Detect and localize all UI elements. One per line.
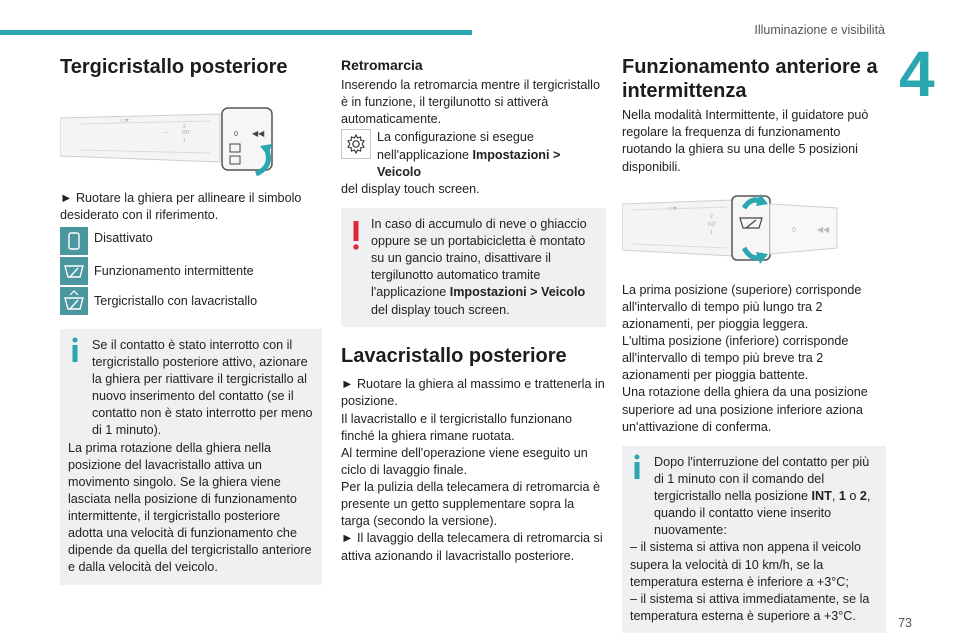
svg-text:0: 0	[234, 130, 238, 138]
front-info-box	[622, 446, 886, 633]
washer-text-1: ► Ruotare la ghiera al massimo e trattenerla in posizione.	[341, 377, 605, 409]
info-text-2: La prima rotazione della ghiera nella posizione del lavacristallo attiva un movimento singolo. Se la ghiera viene lasciata nella posizione di funzionamento intermittente, il tergicristallo posteriore adotta una velocità di funzionamento che dipende da quella del tergicristallo anteriore e dalla velocità del veicolo.	[68, 440, 312, 575]
reverse-title: Retromarcia	[341, 57, 423, 73]
config-path: Impostazioni > Veicolo	[377, 147, 561, 179]
front-info-post: , quando il contatto viene inserito nuovamente:	[654, 489, 871, 538]
front-info-text	[630, 454, 878, 540]
mode-intermittent-row	[60, 257, 322, 285]
front-info-two: 2	[859, 489, 867, 504]
svg-text:1: 1	[183, 137, 186, 144]
svg-text:▭▾: ▭▾	[120, 117, 129, 124]
rear-washer-title: Lavacristallo posteriore	[341, 344, 567, 367]
front-text-1: La prima posizione (superiore) corrisponde all'intervallo di tempo più lungo tra 2 azionamenti, per pioggia leggera.	[622, 282, 862, 331]
column-rear-wiper	[60, 56, 322, 585]
config-text-post: del display touch screen.	[341, 181, 480, 196]
page-number: 73	[898, 616, 912, 630]
rear-wiper-intermittent-icon	[60, 257, 88, 285]
front-info-list-1: – il sistema si attiva non appena il veicolo supera la velocità di 10 km/h, se la temperatura esterna è inferiore a +3°C;	[630, 540, 862, 589]
washer-text-3: Al termine dell'operazione viene eseguito un ciclo di lavaggio finale.	[341, 445, 588, 477]
washer-text-2: Il lavacristallo e il tergicristallo funzionano finché la ghiera rimane ruotata.	[341, 411, 572, 443]
svg-text:▭▾: ▭▾	[668, 205, 677, 212]
washer-text-5: ► Il lavaggio della telecamera di retromarcia si attiva azionando il lavacristallo posteriore.	[341, 531, 603, 563]
config-row	[341, 129, 606, 180]
svg-text:0: 0	[792, 226, 796, 234]
column-reverse-and-washer	[341, 56, 606, 565]
svg-text:◀◀: ◀◀	[817, 224, 830, 234]
svg-text:⌒: ⌒	[162, 132, 169, 140]
front-info-sep1: ,	[831, 489, 839, 504]
front-wiper-stalk-illustration	[622, 188, 842, 272]
front-info-list-2: – il sistema si attiva immediatamente, se la temperatura esterna è superiore a +3°C.	[630, 591, 870, 623]
header-accent-bar	[0, 30, 472, 35]
section-title: Illuminazione e visibilità	[754, 23, 885, 37]
config-text	[377, 129, 606, 180]
info-icon	[632, 454, 642, 480]
reverse-warning-box	[341, 208, 606, 327]
svg-text:INT: INT	[708, 221, 717, 228]
rear-wiper-wash-icon	[60, 287, 88, 315]
settings-gear-icon	[341, 129, 371, 159]
svg-text:INT: INT	[182, 129, 191, 136]
svg-text:2: 2	[183, 123, 186, 130]
mode-wash-label: Tergicristallo con lavacristallo	[94, 293, 258, 308]
column-front-intermittent	[622, 56, 886, 633]
svg-text:1: 1	[710, 229, 713, 236]
front-info-pre: Dopo l'interruzione del contatto per più di 1 minuto con il comando del tergicristallo nella posizione	[654, 454, 870, 504]
front-info-one: 1	[838, 489, 846, 504]
info-text-1: Se il contatto è stato interrotto con il tergicristallo posteriore attivo, azionare la ghiera per riattivare il tergicristallo al nuovo inserimento del contatto (se il contatto non è stato interrotto per meno di 1 minuto).	[92, 337, 313, 438]
svg-text:◀◀: ◀◀	[252, 128, 265, 138]
reverse-text: Inserendo la retromarcia mentre il tergicristallo è in funzione, il tergilunotto si attiverà automaticamente.	[341, 78, 600, 127]
warning-icon	[351, 221, 361, 251]
mode-wash-row	[60, 287, 322, 315]
front-text-2: L'ultima posizione (inferiore) corrisponde all'intervallo di tempo più breve tra 2 azionamenti per pioggia battente.	[622, 334, 849, 383]
warning-text	[349, 216, 598, 319]
mode-off-label: Disattivato	[94, 230, 153, 245]
info-icon	[70, 337, 80, 363]
warning-path: Impostazioni > Veicolo	[449, 285, 586, 300]
front-text-3: Una rotazione della ghiera da una posizione superiore ad una posizione inferiore aziona un'attivazione di conferma.	[622, 385, 868, 434]
front-info-sep2: o	[845, 489, 860, 504]
mode-off-row	[60, 227, 322, 255]
front-info-int: INT	[811, 489, 832, 504]
rear-wiper-info-box	[60, 329, 322, 585]
rear-wiper-off-icon	[60, 227, 88, 255]
warning-text-post: del display touch screen.	[371, 302, 510, 317]
chapter-number: 4	[899, 38, 935, 110]
mode-intermittent-label: Funzionamento intermittente	[94, 263, 254, 278]
svg-text:2: 2	[710, 213, 713, 220]
rear-wiper-title: Tergicristallo posteriore	[60, 56, 288, 78]
rear-wiper-instruction: ► Ruotare la ghiera per allineare il simbolo desiderato con il riferimento.	[60, 190, 302, 222]
washer-text-4: Per la pulizia della telecamera di retromarcia è presente un getto supplementare sopra la targa (secondo la versione).	[341, 480, 600, 529]
rear-wiper-stalk-illustration	[60, 100, 280, 180]
front-intro: Nella modalità Intermittente, il guidatore può regolare la frequenza di funzionamento ruotando la ghiera su una delle 5 posizioni disponibili.	[622, 108, 869, 174]
warning-text-pre: In caso di accumulo di neve o ghiaccio oppure se un portabicicletta è montato su un gancio traino, disattivare il tergilunotto automatico tramite l'applicazione	[371, 216, 587, 300]
config-text-pre: La configurazione si esegue nell'applicazione	[377, 130, 534, 162]
front-intermittent-title: Funzionamento anteriore a intermittenza	[622, 56, 878, 102]
